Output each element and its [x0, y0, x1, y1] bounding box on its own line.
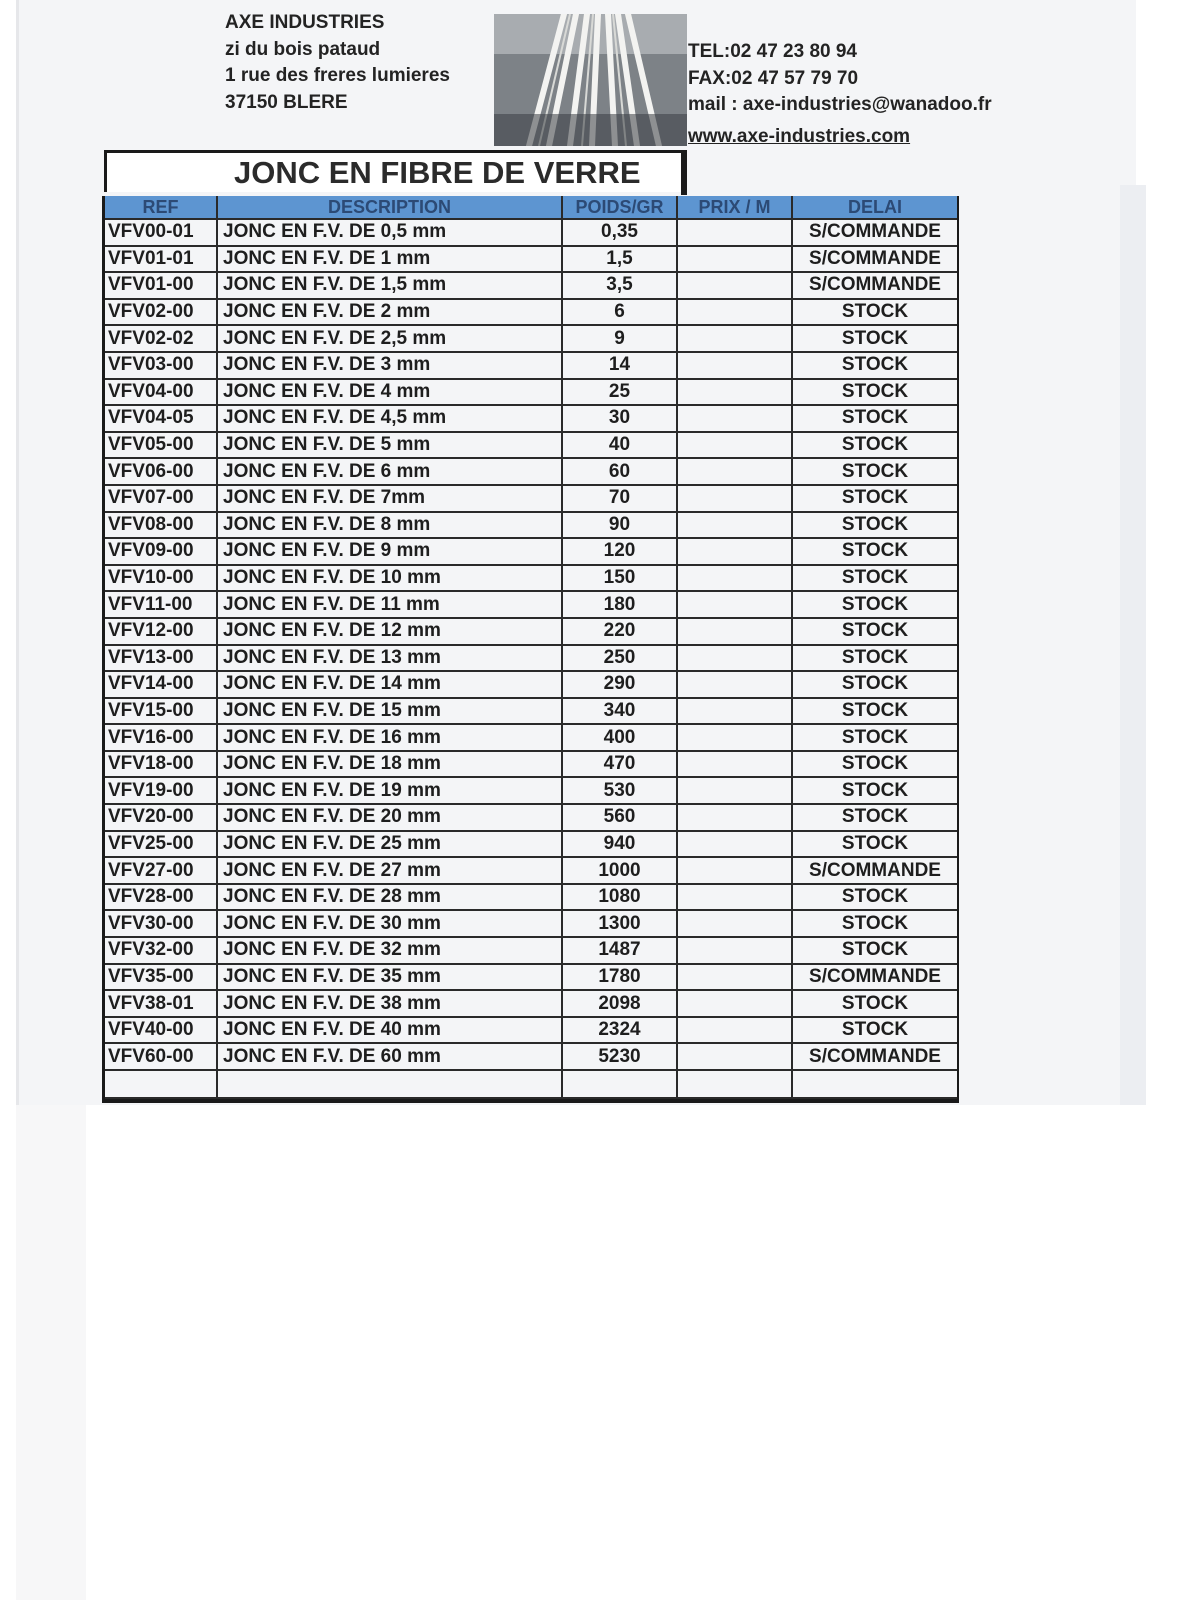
cell-prix	[678, 1071, 793, 1097]
cell-prix	[678, 433, 793, 458]
cell-prix	[678, 752, 793, 777]
cell-poids: 60	[563, 459, 678, 484]
cell-ref: VFV02-02	[105, 326, 218, 351]
cell-ref: VFV07-00	[105, 486, 218, 511]
cell-poids: 470	[563, 752, 678, 777]
cell-poids: 1080	[563, 885, 678, 910]
cell-poids: 6	[563, 300, 678, 325]
cell-poids: 220	[563, 619, 678, 644]
cell-description: JONC EN F.V. DE 18 mm	[218, 752, 563, 777]
cell-prix	[678, 592, 793, 617]
cell-description: JONC EN F.V. DE 14 mm	[218, 672, 563, 697]
cell-ref: VFV32-00	[105, 938, 218, 963]
cell-poids: 1780	[563, 965, 678, 990]
cell-description: JONC EN F.V. DE 1,5 mm	[218, 273, 563, 298]
cell-delai: STOCK	[841, 726, 909, 748]
table-row	[105, 965, 957, 992]
cell-description: JONC EN F.V. DE 20 mm	[218, 805, 563, 830]
cell-prix	[678, 1018, 793, 1043]
cell-description: JONC EN F.V. DE 4 mm	[218, 380, 563, 405]
title-box	[104, 150, 684, 192]
contact-mail: mail : axe-industries@wanadoo.fr	[688, 94, 992, 115]
header-delai: DELAI	[848, 196, 902, 217]
cell-description: JONC EN F.V. DE 16 mm	[218, 725, 563, 750]
cell-description: JONC EN F.V. DE 4,5 mm	[218, 406, 563, 431]
header-ref: REF	[105, 196, 218, 218]
cell-prix	[678, 380, 793, 405]
cell-description: JONC EN F.V. DE 28 mm	[218, 885, 563, 910]
cell-poids: 2098	[563, 991, 678, 1016]
cell-description: JONC EN F.V. DE 3 mm	[218, 353, 563, 378]
cell-description: JONC EN F.V. DE 1 mm	[218, 247, 563, 272]
table-row	[105, 513, 957, 540]
cell-prix	[678, 832, 793, 857]
cell-prix	[678, 1044, 793, 1069]
cell-prix	[678, 938, 793, 963]
cell-description: JONC EN F.V. DE 12 mm	[218, 619, 563, 644]
table-body	[105, 220, 957, 1071]
cell-ref: VFV27-00	[105, 858, 218, 883]
table-row	[105, 273, 957, 300]
table-row	[105, 566, 957, 593]
company-block	[225, 10, 450, 116]
cell-ref: VFV28-00	[105, 885, 218, 910]
cell-poids: 1487	[563, 938, 678, 963]
table-row	[105, 752, 957, 779]
cell-poids	[563, 1071, 678, 1097]
cell-description: JONC EN F.V. DE 2,5 mm	[218, 326, 563, 351]
cell-delai: STOCK	[841, 832, 909, 854]
cell-delai: STOCK	[841, 434, 909, 456]
cell-delai: STOCK	[841, 886, 909, 908]
table-row	[105, 433, 957, 460]
cell-description: JONC EN F.V. DE 32 mm	[218, 938, 563, 963]
table-row	[105, 300, 957, 327]
product-table	[102, 196, 959, 1103]
cell-poids: 400	[563, 725, 678, 750]
cell-prix	[678, 220, 793, 245]
table-row	[105, 486, 957, 513]
cell-delai: STOCK	[841, 593, 909, 615]
cell-delai: STOCK	[841, 939, 909, 961]
cell-delai: STOCK	[841, 753, 909, 775]
cell-ref: VFV25-00	[105, 832, 218, 857]
title-border	[681, 150, 687, 195]
cell-poids: 530	[563, 778, 678, 803]
cell-poids: 180	[563, 592, 678, 617]
cell-ref: VFV12-00	[105, 619, 218, 644]
company-name: AXE INDUSTRIES	[225, 12, 385, 33]
cell-prix	[678, 885, 793, 910]
cell-delai	[793, 1071, 957, 1097]
cell-description: JONC EN F.V. DE 30 mm	[218, 911, 563, 936]
table-row	[105, 832, 957, 859]
cell-prix	[678, 566, 793, 591]
cell-delai: STOCK	[841, 301, 909, 323]
cell-poids: 250	[563, 646, 678, 671]
table-row	[105, 619, 957, 646]
cell-prix	[678, 353, 793, 378]
cell-ref: VFV09-00	[105, 539, 218, 564]
cell-delai: STOCK	[841, 699, 909, 721]
cell-description: JONC EN F.V. DE 2 mm	[218, 300, 563, 325]
table-row	[105, 858, 957, 885]
table-row	[105, 911, 957, 938]
table-row	[105, 406, 957, 433]
cell-delai: STOCK	[841, 673, 909, 695]
cell-prix	[678, 406, 793, 431]
cell-description: JONC EN F.V. DE 10 mm	[218, 566, 563, 591]
cell-prix	[678, 672, 793, 697]
cell-poids: 0,35	[563, 220, 678, 245]
cell-prix	[678, 513, 793, 538]
cell-description: JONC EN F.V. DE 27 mm	[218, 858, 563, 883]
company-address-line-1: zi du bois pataud	[225, 38, 381, 60]
cell-delai: S/COMMANDE	[809, 274, 941, 296]
table-row	[105, 699, 957, 726]
table-row	[105, 326, 957, 353]
cell-ref	[105, 1071, 218, 1097]
cell-ref: VFV01-00	[105, 273, 218, 298]
table-row	[105, 220, 957, 247]
cell-delai: STOCK	[841, 620, 909, 642]
cell-delai: STOCK	[841, 567, 909, 589]
contact-fax: FAX:02 47 57 79 70	[688, 67, 859, 89]
cell-prix	[678, 646, 793, 671]
cell-ref: VFV05-00	[105, 433, 218, 458]
cell-poids: 90	[563, 513, 678, 538]
contact-block	[688, 39, 992, 150]
table-row	[105, 938, 957, 965]
cell-delai: S/COMMANDE	[809, 965, 941, 987]
cell-poids: 40	[563, 433, 678, 458]
header-poids: POIDS/GR	[563, 196, 678, 218]
cell-ref: VFV18-00	[105, 752, 218, 777]
cell-description	[218, 1071, 563, 1097]
table-row	[105, 725, 957, 752]
header-description: DESCRIPTION	[218, 196, 563, 218]
header-prix: PRIX / M	[678, 196, 793, 218]
cell-delai: STOCK	[841, 407, 909, 429]
cell-ref: VFV14-00	[105, 672, 218, 697]
scan-edge	[16, 1105, 86, 1600]
cell-ref: VFV38-01	[105, 991, 218, 1016]
cell-poids: 9	[563, 326, 678, 351]
cell-prix	[678, 725, 793, 750]
cell-prix	[678, 699, 793, 724]
cell-ref: VFV04-00	[105, 380, 218, 405]
cell-poids: 560	[563, 805, 678, 830]
cell-delai: STOCK	[841, 992, 909, 1014]
cell-description: JONC EN F.V. DE 6 mm	[218, 459, 563, 484]
cell-delai: STOCK	[841, 380, 909, 402]
cell-ref: VFV40-00	[105, 1018, 218, 1043]
cell-delai: STOCK	[841, 1019, 909, 1041]
cell-delai: STOCK	[841, 327, 909, 349]
page-title: JONC EN FIBRE DE VERRE	[234, 155, 641, 190]
cell-poids: 5230	[563, 1044, 678, 1069]
cell-prix	[678, 300, 793, 325]
cell-description: JONC EN F.V. DE 60 mm	[218, 1044, 563, 1069]
cell-ref: VFV15-00	[105, 699, 218, 724]
cell-prix	[678, 965, 793, 990]
cell-poids: 2324	[563, 1018, 678, 1043]
cell-ref: VFV16-00	[105, 725, 218, 750]
cell-poids: 340	[563, 699, 678, 724]
cell-poids: 290	[563, 672, 678, 697]
cell-poids: 3,5	[563, 273, 678, 298]
cell-description: JONC EN F.V. DE 25 mm	[218, 832, 563, 857]
table-row	[105, 592, 957, 619]
cell-delai: STOCK	[841, 487, 909, 509]
company-address-line-2: 1 rue des freres lumieres	[225, 65, 450, 86]
cell-ref: VFV01-01	[105, 247, 218, 272]
cell-description: JONC EN F.V. DE 0,5 mm	[218, 220, 563, 245]
cell-description: JONC EN F.V. DE 11 mm	[218, 592, 563, 617]
cell-description: JONC EN F.V. DE 19 mm	[218, 778, 563, 803]
cell-ref: VFV60-00	[105, 1044, 218, 1069]
cell-prix	[678, 911, 793, 936]
cell-delai: STOCK	[841, 912, 909, 934]
cell-poids: 1000	[563, 858, 678, 883]
cell-delai: S/COMMANDE	[809, 221, 941, 243]
cell-ref: VFV30-00	[105, 911, 218, 936]
cell-ref: VFV03-00	[105, 353, 218, 378]
cell-ref: VFV08-00	[105, 513, 218, 538]
cell-ref: VFV20-00	[105, 805, 218, 830]
cell-description: JONC EN F.V. DE 13 mm	[218, 646, 563, 671]
table-row	[105, 991, 957, 1018]
cell-ref: VFV19-00	[105, 778, 218, 803]
company-city: 37150 BLERE	[225, 91, 348, 113]
cell-poids: 14	[563, 353, 678, 378]
table-row	[105, 885, 957, 912]
cell-ref: VFV10-00	[105, 566, 218, 591]
contact-tel: TEL:02 47 23 80 94	[688, 41, 857, 62]
table-row	[105, 380, 957, 407]
cell-prix	[678, 619, 793, 644]
scan-edge	[1120, 185, 1146, 1105]
cell-description: JONC EN F.V. DE 38 mm	[218, 991, 563, 1016]
fiberglass-rods-image	[494, 14, 687, 146]
cell-ref: VFV02-00	[105, 300, 218, 325]
table-header-row	[105, 196, 957, 220]
table-row	[105, 672, 957, 699]
cell-delai: STOCK	[841, 779, 909, 801]
cell-description: JONC EN F.V. DE 5 mm	[218, 433, 563, 458]
cell-delai: S/COMMANDE	[809, 859, 941, 881]
cell-ref: VFV00-01	[105, 220, 218, 245]
cell-prix	[678, 326, 793, 351]
cell-description: JONC EN F.V. DE 15 mm	[218, 699, 563, 724]
cell-description: JONC EN F.V. DE 35 mm	[218, 965, 563, 990]
cell-description: JONC EN F.V. DE 7mm	[218, 486, 563, 511]
cell-ref: VFV04-05	[105, 406, 218, 431]
cell-prix	[678, 247, 793, 272]
table-row	[105, 247, 957, 274]
table-row-empty	[105, 1071, 957, 1099]
cell-poids: 1300	[563, 911, 678, 936]
cell-prix	[678, 805, 793, 830]
cell-delai: STOCK	[841, 460, 909, 482]
cell-delai: STOCK	[841, 540, 909, 562]
table-row	[105, 1044, 957, 1071]
cell-prix	[678, 539, 793, 564]
cell-poids: 70	[563, 486, 678, 511]
cell-poids: 120	[563, 539, 678, 564]
cell-poids: 1,5	[563, 247, 678, 272]
cell-description: JONC EN F.V. DE 8 mm	[218, 513, 563, 538]
cell-delai: STOCK	[841, 806, 909, 828]
table-row	[105, 646, 957, 673]
cell-prix	[678, 778, 793, 803]
table-row	[105, 805, 957, 832]
cell-prix	[678, 858, 793, 883]
table-row	[105, 353, 957, 380]
cell-delai: S/COMMANDE	[809, 1045, 941, 1067]
cell-prix	[678, 486, 793, 511]
cell-poids: 30	[563, 406, 678, 431]
contact-website: www.axe-industries.com	[688, 125, 911, 147]
cell-prix	[678, 459, 793, 484]
cell-ref: VFV06-00	[105, 459, 218, 484]
cell-ref: VFV35-00	[105, 965, 218, 990]
cell-delai: STOCK	[841, 354, 909, 376]
product-photo-fiberglass-rods	[494, 14, 687, 146]
cell-prix	[678, 991, 793, 1016]
table-row	[105, 539, 957, 566]
cell-ref: VFV11-00	[105, 592, 218, 617]
cell-ref: VFV13-00	[105, 646, 218, 671]
cell-prix	[678, 273, 793, 298]
cell-delai: STOCK	[841, 646, 909, 668]
cell-delai: S/COMMANDE	[809, 247, 941, 269]
cell-poids: 150	[563, 566, 678, 591]
cell-description: JONC EN F.V. DE 40 mm	[218, 1018, 563, 1043]
table-row	[105, 1018, 957, 1045]
table-row	[105, 778, 957, 805]
cell-poids: 25	[563, 380, 678, 405]
table-row	[105, 459, 957, 486]
cell-delai: STOCK	[841, 513, 909, 535]
cell-poids: 940	[563, 832, 678, 857]
cell-description: JONC EN F.V. DE 9 mm	[218, 539, 563, 564]
